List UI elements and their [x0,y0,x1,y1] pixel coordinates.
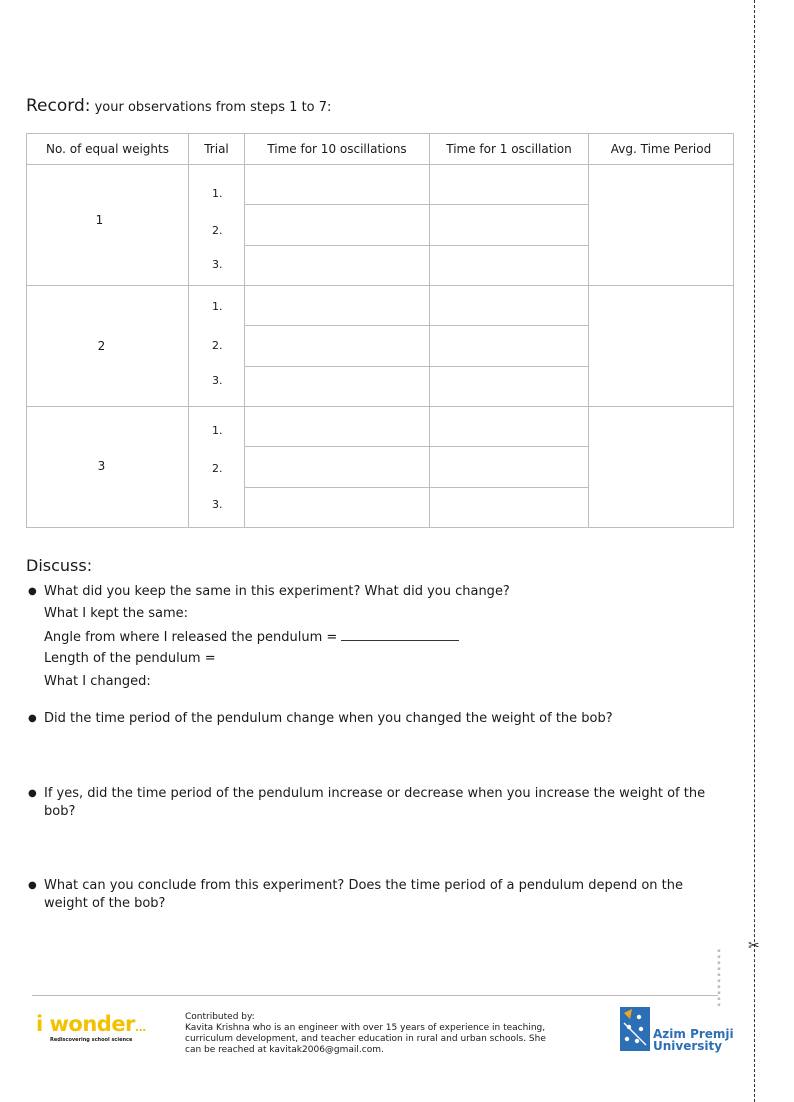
trial-label: 1. [212,424,223,437]
trial-label: 1. [212,300,223,313]
vertical-fine-print: ▪▪▪▪▪▪▪▪▪▪ [716,948,722,1008]
time-10-entry[interactable] [245,165,430,205]
time-1-entry[interactable] [430,447,589,487]
time-1-entry[interactable] [430,407,589,447]
discuss-heading: Discuss: [26,556,93,575]
weights-cell [27,165,189,286]
time-10-entry[interactable] [245,487,430,527]
record-lead: Record: [26,96,91,116]
record-heading [26,96,331,116]
trial-label: 2. [212,224,223,237]
time-1-entry[interactable] [430,205,589,245]
header-avg: Avg. Time Period [589,134,734,165]
header-time-1: Time for 1 oscillation [430,134,589,165]
time-1-entry[interactable] [430,245,589,285]
header-trial: Trial [189,134,245,165]
avg-entry[interactable] [589,286,734,407]
angle-blank[interactable] [341,628,459,641]
contrib-text: Kavita Krishna who is an engineer with over 15 years of experience in teaching, curriculum development, and teacher education in rural and urban schools. She can be reached at kavitak2006@gmail.com. [185,1023,546,1055]
university-line-1: Azim Premji [653,1027,734,1041]
weights-value: 2 [97,339,106,353]
trial-label: 3. [212,258,223,271]
time-10-entry[interactable] [245,326,430,366]
question-2: Did the time period of the pendulum change when you changed the weight of the bob? [44,711,613,726]
kept-same-label: What I kept the same: [44,606,189,621]
iwonder-logo-dots: ... [134,1021,146,1034]
avg-entry[interactable] [589,407,734,528]
time-1-entry[interactable] [430,165,589,205]
university-name [653,1028,734,1052]
avg-entry[interactable] [589,165,734,286]
table-row [27,407,734,447]
bullet-icon: ● [28,880,37,891]
contributor-block [185,1012,560,1056]
time-1-entry[interactable] [430,326,589,366]
table-row [27,286,734,326]
trial-label: 2. [212,462,223,475]
trial-cell [189,165,245,286]
trial-label: 3. [212,498,223,511]
iwonder-logo-text: i wonder [36,1012,135,1036]
time-10-entry[interactable] [245,447,430,487]
iwonder-tagline: Rediscovering school science [50,1037,133,1043]
time-10-entry[interactable] [245,205,430,245]
weights-value: 1 [95,213,104,227]
time-10-entry[interactable] [245,366,430,406]
time-10-entry[interactable] [245,286,430,326]
trial-label: 2. [212,339,223,352]
university-line-2: University [653,1039,723,1053]
time-10-entry[interactable] [245,407,430,447]
time-1-entry[interactable] [430,487,589,527]
trial-cell [189,407,245,528]
trial-label: 3. [212,374,223,387]
changed-label: What I changed: [44,674,151,689]
university-logo-icon [620,1007,650,1051]
angle-line [44,628,459,645]
iwonder-logo [36,1012,146,1036]
bullet-icon: ● [28,713,37,724]
weights-value: 3 [97,459,106,473]
trial-cell [189,286,245,407]
time-10-entry[interactable] [245,245,430,285]
table-row [27,165,734,205]
trial-label: 1. [212,187,223,200]
angle-label: Angle from where I released the pendulum = [44,630,338,645]
bullet-icon: ● [28,788,37,799]
question-1: What did you keep the same in this experiment? What did you change? [44,584,510,599]
bullet-icon: ● [28,586,37,597]
time-1-entry[interactable] [430,286,589,326]
observation-table [26,133,734,528]
header-time-10: Time for 10 oscillations [245,134,430,165]
record-instruction: your observations from steps 1 to 7: [94,100,332,115]
length-label: Length of the pendulum = [44,651,216,666]
scissors-icon: ✂ [748,938,760,954]
time-1-entry[interactable] [430,366,589,406]
contrib-title: Contributed by: [185,1012,255,1022]
cut-line [754,0,755,1102]
question-4: What can you conclude from this experiment? Does the time period of a pendulum depend on the weight of the bob? [44,878,684,911]
weights-cell [27,407,189,528]
table-header-row [27,134,734,165]
footer-rule [32,995,718,996]
header-weights: No. of equal weights [27,134,189,165]
weights-cell [27,286,189,407]
question-3: If yes, did the time period of the pendulum increase or decrease when you increase the weight of the bob? [44,786,706,819]
